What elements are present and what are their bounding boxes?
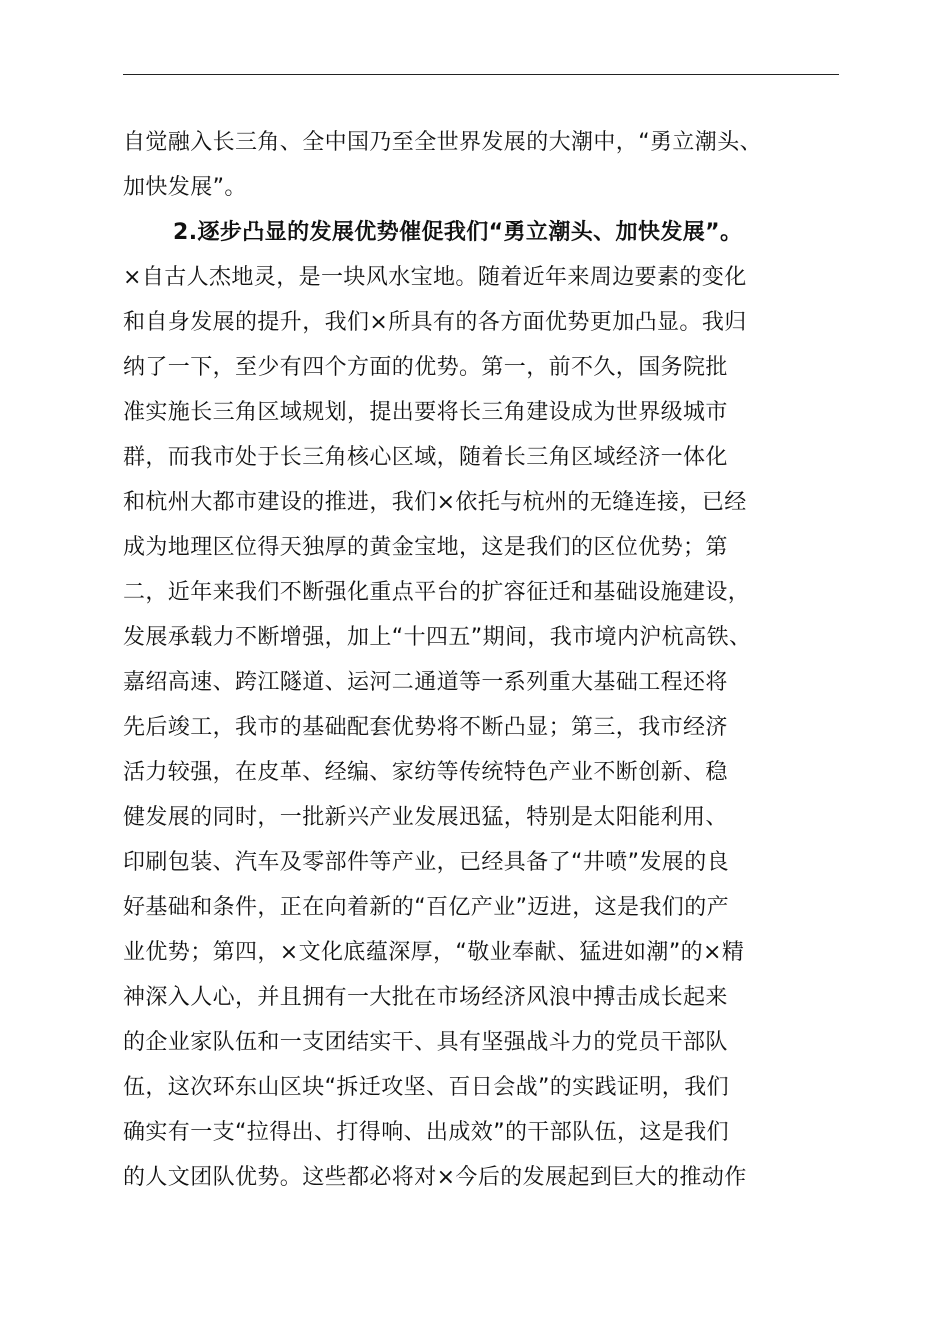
paragraph-line: 群，而我市处于长三角核心区域，随着长三角区域经济一体化: [123, 445, 728, 470]
paragraph-line: 确实有一支“拉得出、打得响、出成效”的干部队伍，这是我们: [123, 1120, 729, 1145]
paragraph-line: 成为地理区位得天独厚的黄金宝地，这是我们的区位优势；第: [123, 535, 728, 560]
paragraph-line: 业优势；第四，×文化底蕴深厚，“敬业奉献、猛进如潮”的×精: [123, 940, 745, 965]
section-heading: [123, 210, 863, 255]
header-divider: [123, 74, 839, 75]
paragraph-line: 嘉绍高速、跨江隧道、运河二通道等一系列重大基础工程还将: [123, 670, 728, 695]
paragraph-line: 加快发展”。: [123, 175, 247, 200]
paragraph-line: 先后竣工，我市的基础配套优势将不断凸显；第三，我市经济: [123, 715, 728, 740]
paragraph-line: 准实施长三角区域规划，提出要将长三角建设成为世界级城市: [123, 400, 728, 425]
document-body: [123, 120, 863, 1200]
paragraph-line: 的人文团队优势。这些都必将对×今后的发展起到巨大的推动作: [123, 1165, 747, 1190]
paragraph-line: 的企业家队伍和一支团结实干、具有坚强战斗力的党员干部队: [123, 1030, 728, 1055]
section-heading-text: 逐步凸显的发展优势催促我们“勇立潮头、加快发展”。: [197, 220, 743, 245]
paragraph-line: 纳了一下，至少有四个方面的优势。第一，前不久，国务院批: [123, 355, 728, 380]
paragraph-line: 和自身发展的提升，我们×所具有的各方面优势更加凸显。我归: [123, 310, 747, 335]
paragraph-line: 活力较强，在皮革、经编、家纺等传统特色产业不断创新、稳: [123, 760, 728, 785]
paragraph-line: 健发展的同时，一批新兴产业发展迅猛，特别是太阳能利用、: [123, 805, 728, 830]
paragraph-line: 好基础和条件，正在向着新的“百亿产业”迈进，这是我们的产: [123, 895, 729, 920]
paragraph-line: 自觉融入长三角、全中国乃至全世界发展的大潮中，“勇立潮头、: [123, 130, 762, 155]
paragraph-line: 发展承载力不断增强，加上“十四五”期间，我市境内沪杭高铁、: [123, 625, 752, 650]
paragraph-line: ×自古人杰地灵，是一块风水宝地。随着近年来周边要素的变化: [123, 265, 747, 290]
paragraph-line: 伍，这次环东山区块“拆迁攻坚、百日会战”的实践证明，我们: [123, 1075, 729, 1100]
paragraph-line: 神深入人心，并且拥有一大批在市场经济风浪中搏击成长起来: [123, 985, 728, 1010]
section-heading-number: 2.: [173, 220, 198, 245]
paragraph-line: 印刷包装、汽车及零部件等产业，已经具备了“井喷”发展的良: [123, 850, 729, 875]
paragraph-line: 和杭州大都市建设的推进，我们×依托与杭州的无缝连接，已经: [123, 490, 747, 515]
paragraph-line: 二，近年来我们不断强化重点平台的扩容征迁和基础设施建设，: [123, 580, 751, 605]
